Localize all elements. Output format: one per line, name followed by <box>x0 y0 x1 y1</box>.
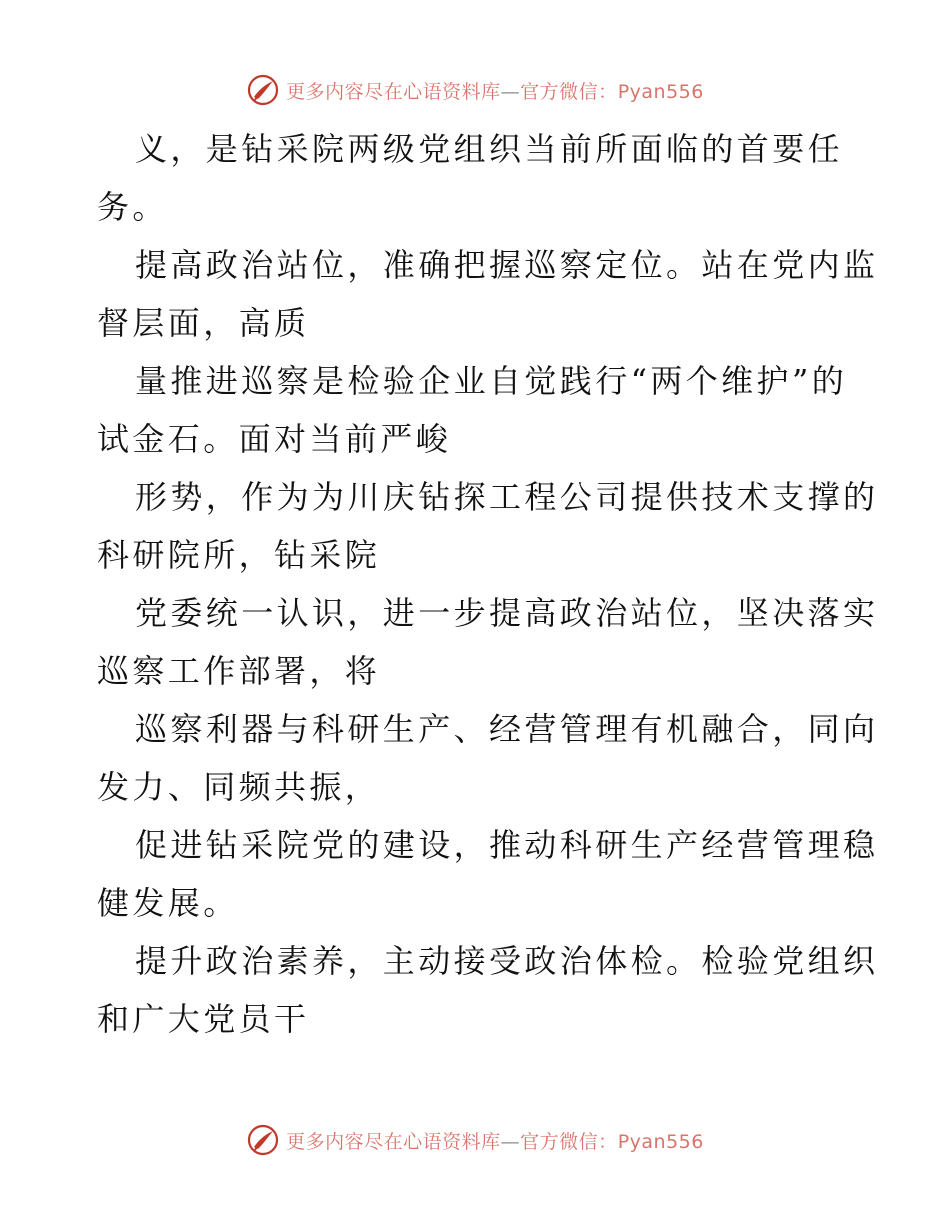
header-banner-text <box>286 77 704 104</box>
text-line: 提升政治素养，主动接受政治体检。检验党组织 <box>135 942 879 980</box>
document-body <box>97 120 879 1048</box>
text-line: 量推进巡察是检验企业自觉践行“两个维护”的 <box>135 362 848 400</box>
header-wechat-label: 官方微信： <box>520 80 618 103</box>
footer-wechat-label: 官方微信： <box>520 1130 618 1153</box>
pen-logo-icon <box>246 1123 280 1157</box>
header-separator: — <box>500 80 521 103</box>
footer-banner-text <box>286 1127 704 1154</box>
text-line: 发力、同频共振， <box>97 768 381 806</box>
footer-wechat-id: Pyan556 <box>617 1130 704 1153</box>
footer-separator: — <box>500 1130 521 1153</box>
text-line: 务。 <box>97 188 168 226</box>
text-line: 健发展。 <box>97 884 239 922</box>
header-banner <box>0 70 950 110</box>
text-line: 督层面，高质 <box>97 304 310 342</box>
header-wechat-id: Pyan556 <box>617 80 704 103</box>
text-line: 义，是钻采院两级党组织当前所面临的首要任 <box>135 130 844 168</box>
text-line: 提高政治站位，准确把握巡察定位。站在党内监 <box>135 246 879 284</box>
text-line: 和广大党员干 <box>97 1000 310 1038</box>
text-line: 试金石。面对当前严峻 <box>97 420 452 458</box>
footer-banner-title: 更多内容尽在心语资料库 <box>286 1130 501 1153</box>
text-line: 形势，作为为川庆钻探工程公司提供技术支撑的 <box>135 478 879 516</box>
text-line: 巡察利器与科研生产、经营管理有机融合，同向 <box>135 710 879 748</box>
text-line: 科研院所，钻采院 <box>97 536 381 574</box>
text-line: 巡察工作部署，将 <box>97 652 381 690</box>
footer-banner <box>0 1120 950 1160</box>
pen-logo-icon <box>246 73 280 107</box>
header-banner-title: 更多内容尽在心语资料库 <box>286 80 501 103</box>
text-line: 促进钻采院党的建设，推动科研生产经营管理稳 <box>135 826 879 864</box>
text-line: 党委统一认识，进一步提高政治站位，坚决落实 <box>135 594 879 632</box>
